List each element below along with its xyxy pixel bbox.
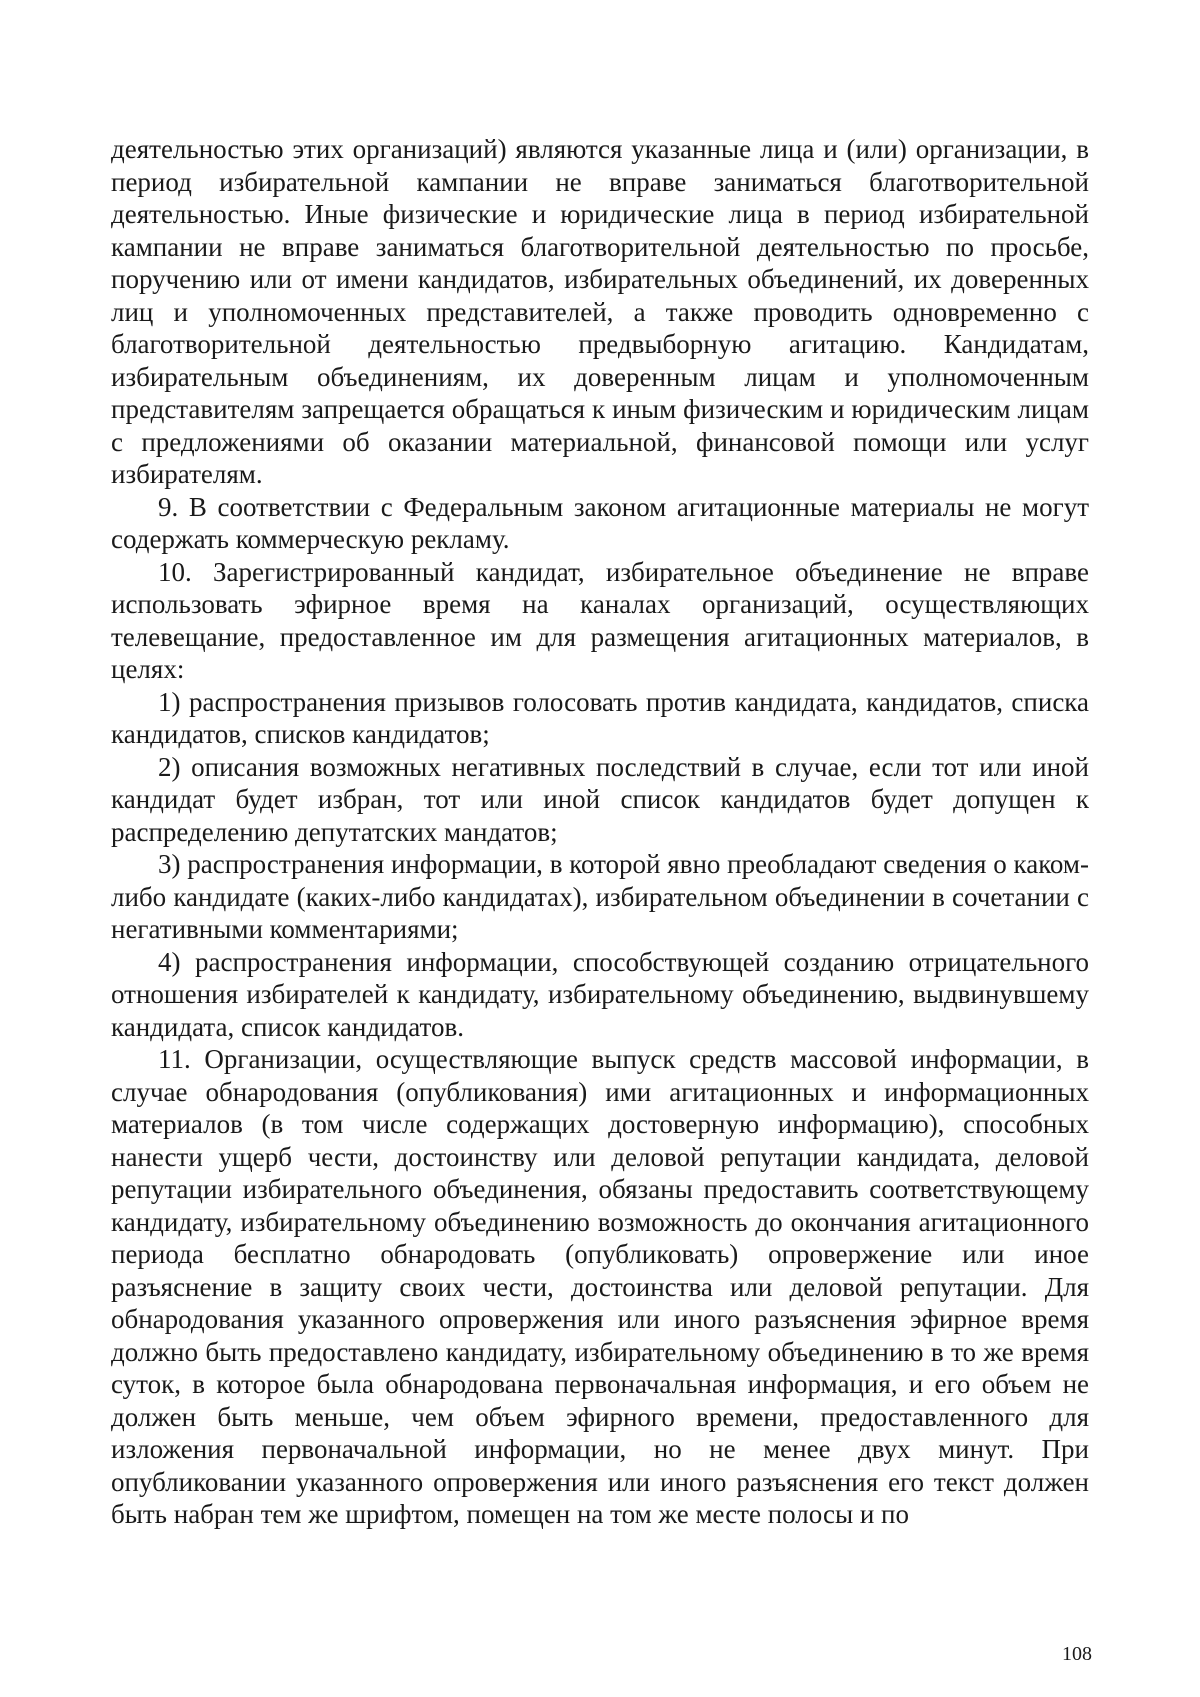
paragraph-item-9: 9. В соответствии с Федеральным законом агитационные материалы не могут содержать коммерческую рекламу. <box>111 491 1089 554</box>
paragraph-item-10-2: 2) описания возможных негативных последствий в случае, если тот или иной кандидат будет избран, тот или иной список кандидатов будет допущен к распределению депутатских мандатов; <box>111 751 1089 847</box>
paragraph-item-10-3: 3) распространения информации, в которой явно преобладают сведения о каком-либо кандидате (каких-либо кандидатах), избирательном объединении в сочетании с негативными комментариями; <box>111 849 1089 944</box>
paragraph-item-10: 10. Зарегистрированный кандидат, избирательное объединение не вправе использовать эфирное время на каналах организаций, осуществляющих телевещание, предоставленное им для размещения агитационных материалов, в целях: <box>111 556 1089 684</box>
document-body <box>111 133 1089 1531</box>
page-number: 108 <box>1062 1643 1092 1665</box>
paragraph-item-10-4: 4) распространения информации, способствующей созданию отрицательного отношения избирателей к кандидату, избирательному объединению, выдвинувшему кандидата, список кандидатов. <box>111 946 1089 1042</box>
paragraph-continuation: деятельностью этих организаций) являются указанные лица и (или) организации, в период избирательной кампании не вправе заниматься благотворительной деятельностью. Иные физические и юридические лица в период избирательной кампании не вправе заниматься благотворительной деятельностью по просьбе, поручению или от имени кандидатов, избирательных объединений, их доверенных лиц и уполномоченных представителей, а также проводить одновременно с благотворительной деятельностью предвыборную агитацию. Кандидатам, избирательным объединениям, их доверенным лицам и уполномоченным представителям запрещается обращаться к иным физическим и юридическим лицам с предложениями об оказании материальной, финансовой помощи или услуг избирателям. <box>111 134 1089 489</box>
paragraph-item-11: 11. Организации, осуществляющие выпуск средств массовой информации, в случае обнародования (опубликования) ими агитационных и информационных материалов (в том числе содержащих достоверную информацию), способных нанести ущерб чести, достоинству или деловой репутации кандидата, деловой репутации избирательного объединения, обязаны предоставить соответствующему кандидату, избирательному объединению возможность до окончания агитационного периода бесплатно обнародовать (опубликовать) опровержение или иное разъяснение в защиту своих чести, достоинства или деловой репутации. Для обнародования указанного опровержения или иного разъяснения эфирное время должно быть предоставлено кандидату, избирательному объединению в то же время суток, в которое была обнародована первоначальная информация, и его объем не должен быть меньше, чем объем эфирного времени, предоставленного для изложения первоначальной информации, но не менее двух минут. При опубликовании указанного опровержения или иного разъяснения его текст должен быть набран тем же шрифтом, помещен на том же месте полосы и по <box>111 1044 1089 1529</box>
paragraph-item-10-1: 1) распространения призывов голосовать против кандидата, кандидатов, списка кандидатов, списков кандидатов; <box>111 686 1089 749</box>
